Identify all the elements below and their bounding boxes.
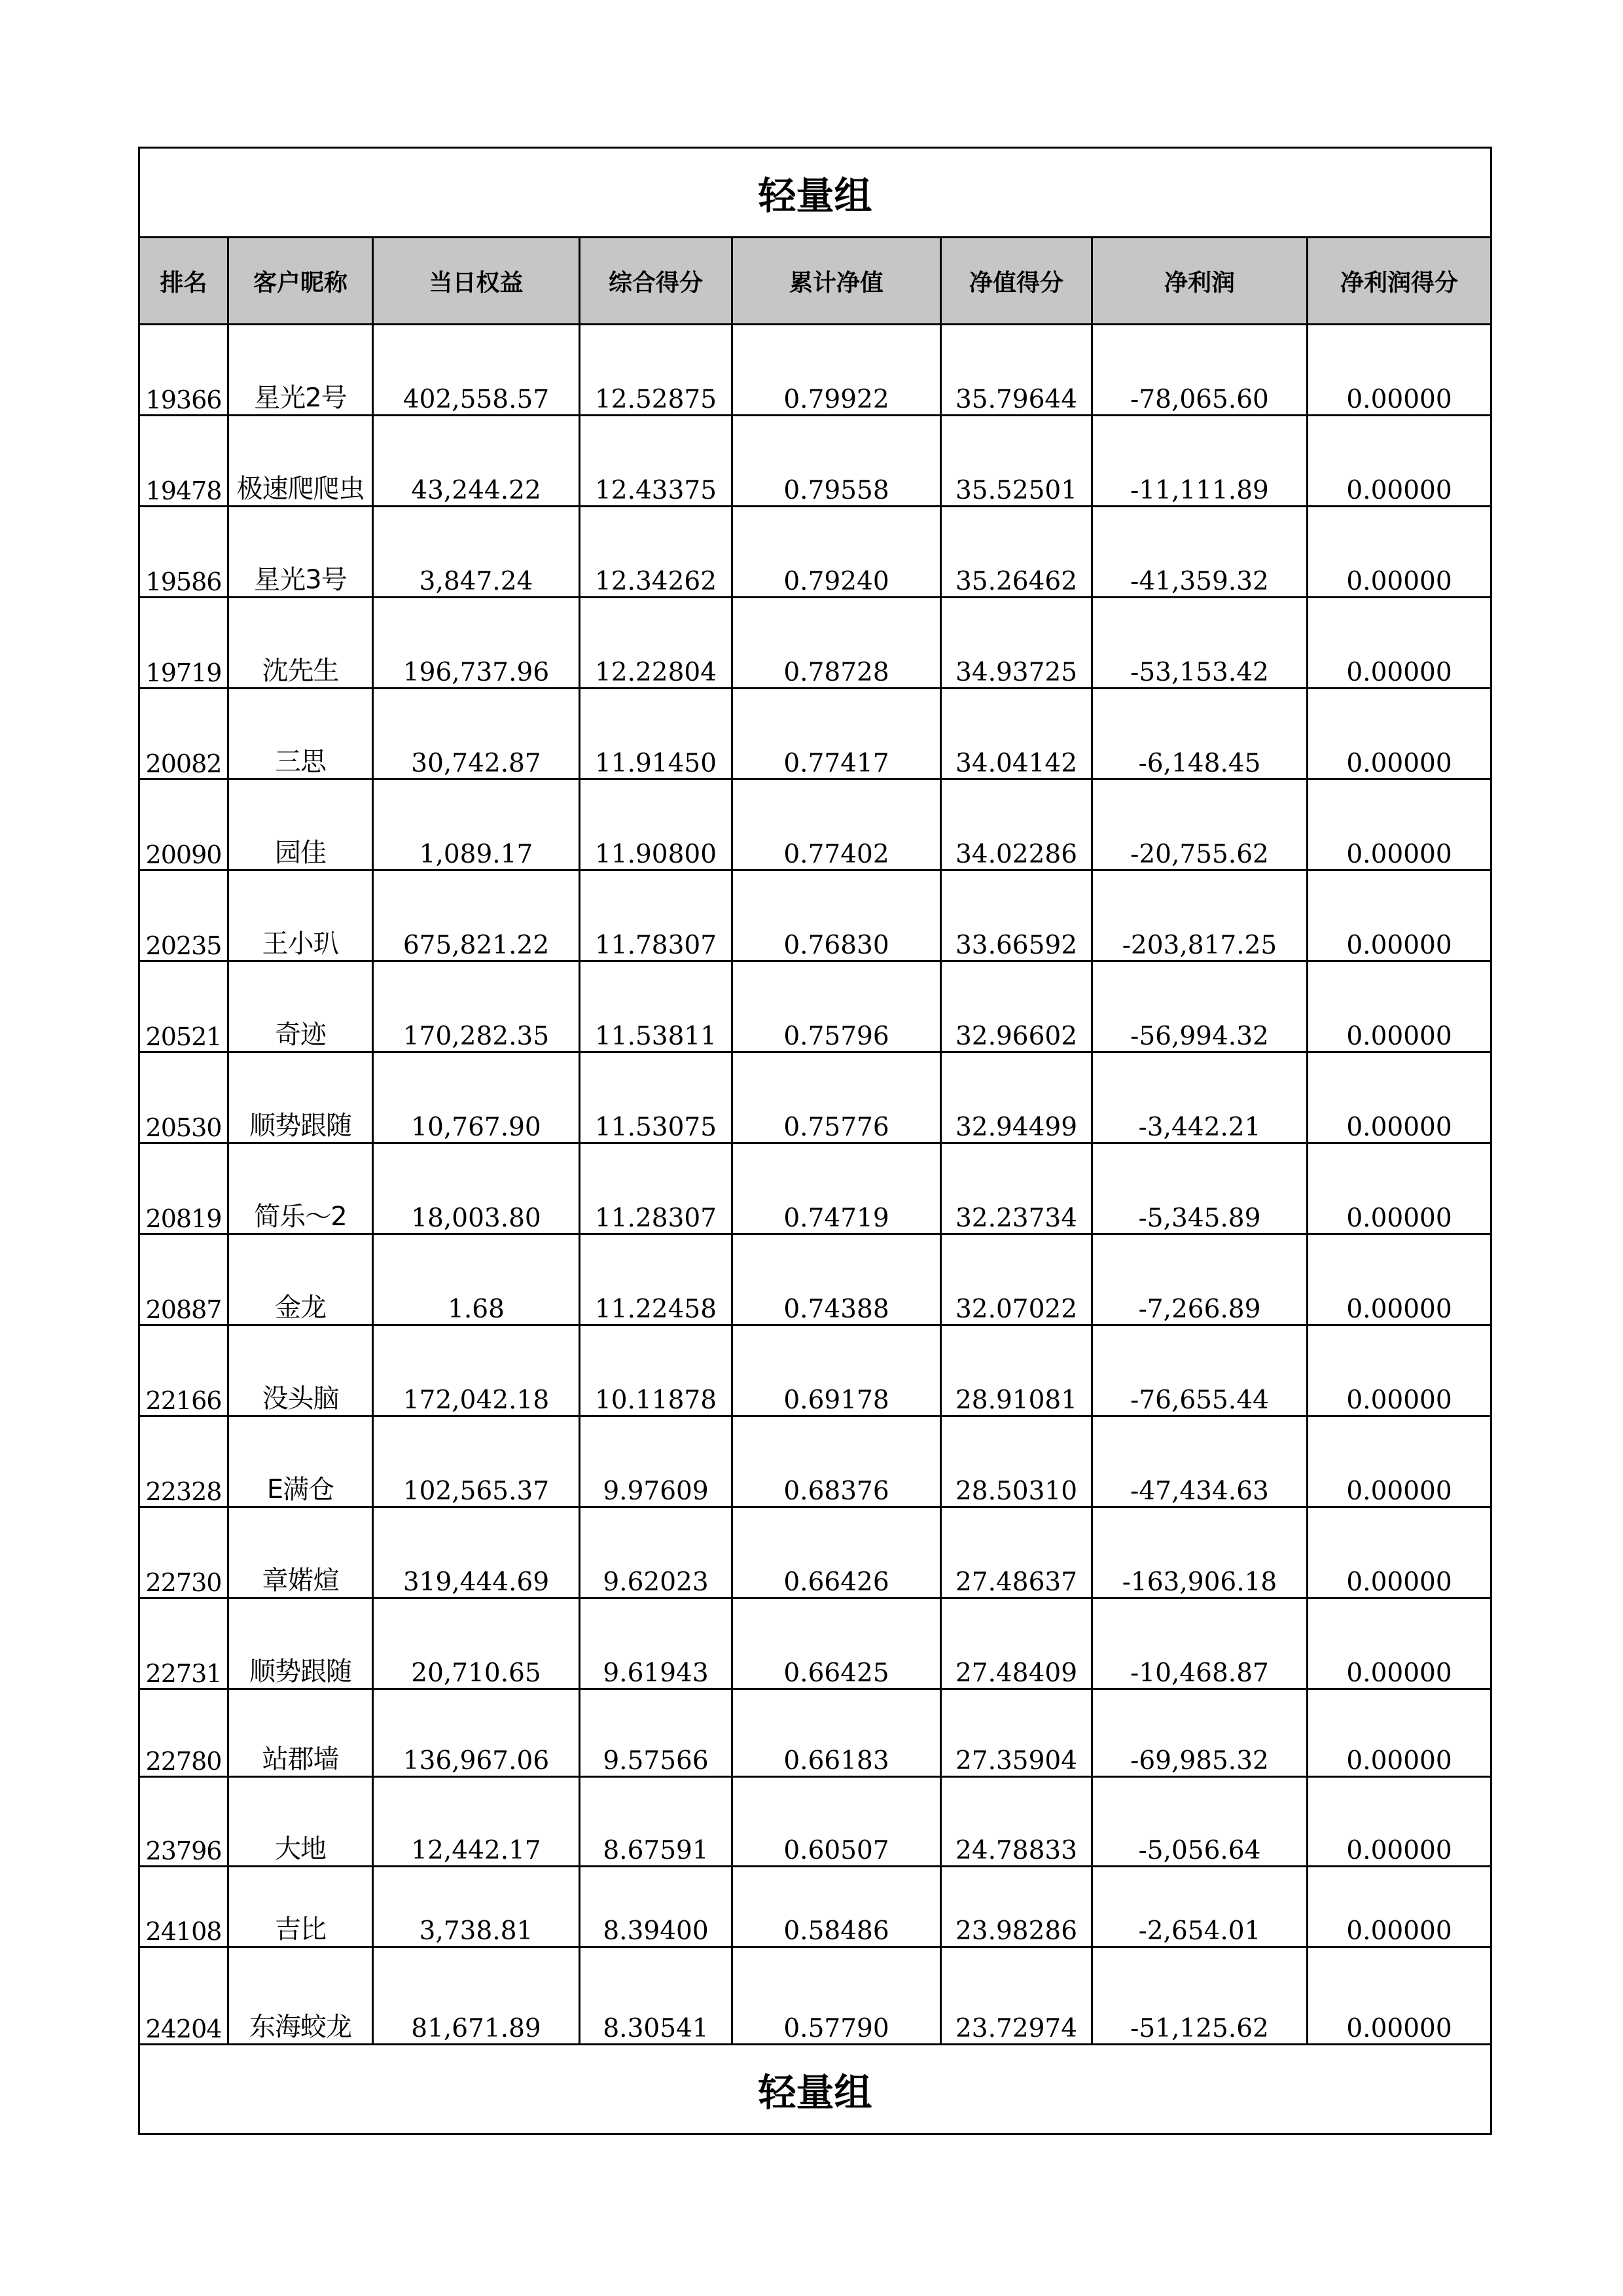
- net-profit-score-cell: 0.00000: [1308, 1052, 1491, 1143]
- rank-cell: 19366: [139, 325, 228, 416]
- table-row: [139, 1143, 1491, 1234]
- net-profit-score-cell: 0.00000: [1308, 1867, 1491, 1947]
- nav-score-cell: 24.78833: [941, 1777, 1092, 1867]
- rank-cell: 20530: [139, 1052, 228, 1143]
- net-profit-cell: -47,434.63: [1092, 1416, 1308, 1507]
- rank-cell: 22166: [139, 1325, 228, 1416]
- table-row: [139, 325, 1491, 416]
- net-profit-score-cell: 0.00000: [1308, 416, 1491, 507]
- header-total-score: 综合得分: [580, 238, 732, 325]
- total-score-cell: 12.22804: [580, 598, 732, 689]
- footer-group-title: 轻量组: [139, 2045, 1491, 2134]
- rank-cell: 19719: [139, 598, 228, 689]
- net-profit-cell: -53,153.42: [1092, 598, 1308, 689]
- rank-cell: 20090: [139, 780, 228, 870]
- net-profit-score-cell: 0.00000: [1308, 325, 1491, 416]
- equity-cell: 172,042.18: [373, 1325, 580, 1416]
- total-score-cell: 12.43375: [580, 416, 732, 507]
- rank-cell: 24108: [139, 1867, 228, 1947]
- nav-score-cell: 33.66592: [941, 870, 1092, 961]
- total-score-cell: 8.67591: [580, 1777, 732, 1867]
- total-score-cell: 11.22458: [580, 1234, 732, 1325]
- net-profit-cell: -11,111.89: [1092, 416, 1308, 507]
- equity-cell: 18,003.80: [373, 1143, 580, 1234]
- net-profit-score-cell: 0.00000: [1308, 1947, 1491, 2045]
- total-score-cell: 9.61943: [580, 1598, 732, 1689]
- net-profit-score-cell: 0.00000: [1308, 961, 1491, 1052]
- total-score-cell: 8.30541: [580, 1947, 732, 2045]
- table-row: [139, 1598, 1491, 1689]
- nickname-cell: 沈先生: [228, 598, 373, 689]
- cumulative-nav-cell: 0.77402: [732, 780, 941, 870]
- nav-score-cell: 27.48637: [941, 1507, 1092, 1598]
- net-profit-score-cell: 0.00000: [1308, 1689, 1491, 1777]
- net-profit-score-cell: 0.00000: [1308, 1325, 1491, 1416]
- cumulative-nav-cell: 0.76830: [732, 870, 941, 961]
- total-score-cell: 11.53811: [580, 961, 732, 1052]
- net-profit-score-cell: 0.00000: [1308, 598, 1491, 689]
- group-title: 轻量组: [139, 148, 1491, 238]
- equity-cell: 3,738.81: [373, 1867, 580, 1947]
- table-row: [139, 507, 1491, 598]
- header-equity: 当日权益: [373, 238, 580, 325]
- total-score-cell: 12.34262: [580, 507, 732, 598]
- equity-cell: 30,742.87: [373, 689, 580, 780]
- nickname-cell: 吉比: [228, 1867, 373, 1947]
- total-score-cell: 9.57566: [580, 1689, 732, 1777]
- nickname-cell: 极速爬爬虫: [228, 416, 373, 507]
- nav-score-cell: 34.04142: [941, 689, 1092, 780]
- cumulative-nav-cell: 0.75776: [732, 1052, 941, 1143]
- net-profit-cell: -5,056.64: [1092, 1777, 1308, 1867]
- nav-score-cell: 28.91081: [941, 1325, 1092, 1416]
- cumulative-nav-cell: 0.68376: [732, 1416, 941, 1507]
- equity-cell: 43,244.22: [373, 416, 580, 507]
- cumulative-nav-cell: 0.66426: [732, 1507, 941, 1598]
- nav-score-cell: 28.50310: [941, 1416, 1092, 1507]
- net-profit-score-cell: 0.00000: [1308, 1507, 1491, 1598]
- net-profit-score-cell: 0.00000: [1308, 780, 1491, 870]
- total-score-cell: 12.52875: [580, 325, 732, 416]
- net-profit-score-cell: 0.00000: [1308, 689, 1491, 780]
- table-row: [139, 780, 1491, 870]
- table-row: [139, 1689, 1491, 1777]
- cumulative-nav-cell: 0.66183: [732, 1689, 941, 1777]
- table-row: [139, 1947, 1491, 2045]
- nickname-cell: 站郡墙: [228, 1689, 373, 1777]
- equity-cell: 1.68: [373, 1234, 580, 1325]
- net-profit-cell: -51,125.62: [1092, 1947, 1308, 2045]
- table-row: [139, 961, 1491, 1052]
- net-profit-score-cell: 0.00000: [1308, 1598, 1491, 1689]
- total-score-cell: 9.62023: [580, 1507, 732, 1598]
- equity-cell: 81,671.89: [373, 1947, 580, 2045]
- net-profit-cell: -20,755.62: [1092, 780, 1308, 870]
- rank-cell: 20235: [139, 870, 228, 961]
- nickname-cell: E满仓: [228, 1416, 373, 1507]
- cumulative-nav-cell: 0.79558: [732, 416, 941, 507]
- rank-cell: 20887: [139, 1234, 228, 1325]
- total-score-cell: 10.11878: [580, 1325, 732, 1416]
- rank-cell: 22730: [139, 1507, 228, 1598]
- cumulative-nav-cell: 0.79240: [732, 507, 941, 598]
- table-row: [139, 416, 1491, 507]
- total-score-cell: 11.90800: [580, 780, 732, 870]
- nav-score-cell: 32.96602: [941, 961, 1092, 1052]
- total-score-cell: 9.97609: [580, 1416, 732, 1507]
- total-score-cell: 11.53075: [580, 1052, 732, 1143]
- equity-cell: 20,710.65: [373, 1598, 580, 1689]
- header-net-profit-score: 净利润得分: [1308, 238, 1491, 325]
- cumulative-nav-cell: 0.75796: [732, 961, 941, 1052]
- nickname-cell: 简乐～2: [228, 1143, 373, 1234]
- net-profit-cell: -203,817.25: [1092, 870, 1308, 961]
- cumulative-nav-cell: 0.57790: [732, 1947, 941, 2045]
- header-cumulative-nav: 累计净值: [732, 238, 941, 325]
- net-profit-score-cell: 0.00000: [1308, 1234, 1491, 1325]
- equity-cell: 102,565.37: [373, 1416, 580, 1507]
- table-row: [139, 1325, 1491, 1416]
- ranking-table: [138, 147, 1492, 2135]
- header-net-profit: 净利润: [1092, 238, 1308, 325]
- table-row: [139, 1234, 1491, 1325]
- nav-score-cell: 34.02286: [941, 780, 1092, 870]
- nav-score-cell: 32.23734: [941, 1143, 1092, 1234]
- rank-cell: 20819: [139, 1143, 228, 1234]
- header-nav-score: 净值得分: [941, 238, 1092, 325]
- total-score-cell: 11.91450: [580, 689, 732, 780]
- header-rank: 排名: [139, 238, 228, 325]
- net-profit-cell: -78,065.60: [1092, 325, 1308, 416]
- table-row: [139, 1507, 1491, 1598]
- nickname-cell: 顺势跟随: [228, 1598, 373, 1689]
- net-profit-score-cell: 0.00000: [1308, 1416, 1491, 1507]
- cumulative-nav-cell: 0.69178: [732, 1325, 941, 1416]
- rank-cell: 19478: [139, 416, 228, 507]
- cumulative-nav-cell: 0.74388: [732, 1234, 941, 1325]
- equity-cell: 675,821.22: [373, 870, 580, 961]
- table-row: [139, 1777, 1491, 1867]
- net-profit-cell: -163,906.18: [1092, 1507, 1308, 1598]
- rank-cell: 22328: [139, 1416, 228, 1507]
- equity-cell: 136,967.06: [373, 1689, 580, 1777]
- rank-cell: 19586: [139, 507, 228, 598]
- header-nickname: 客户昵称: [228, 238, 373, 325]
- nav-score-cell: 35.79644: [941, 325, 1092, 416]
- nickname-cell: 奇迹: [228, 961, 373, 1052]
- rank-cell: 20082: [139, 689, 228, 780]
- nav-score-cell: 23.98286: [941, 1867, 1092, 1947]
- nickname-cell: 金龙: [228, 1234, 373, 1325]
- cumulative-nav-cell: 0.58486: [732, 1867, 941, 1947]
- rank-cell: 23796: [139, 1777, 228, 1867]
- cumulative-nav-cell: 0.79922: [732, 325, 941, 416]
- net-profit-score-cell: 0.00000: [1308, 507, 1491, 598]
- nav-score-cell: 27.48409: [941, 1598, 1092, 1689]
- cumulative-nav-cell: 0.66425: [732, 1598, 941, 1689]
- net-profit-cell: -2,654.01: [1092, 1867, 1308, 1947]
- nickname-cell: 园佳: [228, 780, 373, 870]
- nav-score-cell: 27.35904: [941, 1689, 1092, 1777]
- net-profit-score-cell: 0.00000: [1308, 870, 1491, 961]
- nav-score-cell: 35.26462: [941, 507, 1092, 598]
- table-row: [139, 598, 1491, 689]
- nickname-cell: 大地: [228, 1777, 373, 1867]
- cumulative-nav-cell: 0.78728: [732, 598, 941, 689]
- cumulative-nav-cell: 0.74719: [732, 1143, 941, 1234]
- net-profit-score-cell: 0.00000: [1308, 1777, 1491, 1867]
- net-profit-cell: -3,442.21: [1092, 1052, 1308, 1143]
- table-row: [139, 689, 1491, 780]
- net-profit-cell: -69,985.32: [1092, 1689, 1308, 1777]
- nickname-cell: 王小玐: [228, 870, 373, 961]
- cumulative-nav-cell: 0.77417: [732, 689, 941, 780]
- nickname-cell: 星光3号: [228, 507, 373, 598]
- nav-score-cell: 32.94499: [941, 1052, 1092, 1143]
- nav-score-cell: 35.52501: [941, 416, 1092, 507]
- total-score-cell: 8.39400: [580, 1867, 732, 1947]
- equity-cell: 12,442.17: [373, 1777, 580, 1867]
- nickname-cell: 三思: [228, 689, 373, 780]
- equity-cell: 196,737.96: [373, 598, 580, 689]
- total-score-cell: 11.78307: [580, 870, 732, 961]
- equity-cell: 10,767.90: [373, 1052, 580, 1143]
- net-profit-cell: -56,994.32: [1092, 961, 1308, 1052]
- rank-cell: 22731: [139, 1598, 228, 1689]
- nav-score-cell: 34.93725: [941, 598, 1092, 689]
- nickname-cell: 没头脑: [228, 1325, 373, 1416]
- equity-cell: 402,558.57: [373, 325, 580, 416]
- net-profit-score-cell: 0.00000: [1308, 1143, 1491, 1234]
- table-row: [139, 1052, 1491, 1143]
- net-profit-cell: -7,266.89: [1092, 1234, 1308, 1325]
- equity-cell: 170,282.35: [373, 961, 580, 1052]
- nickname-cell: 星光2号: [228, 325, 373, 416]
- nickname-cell: 顺势跟随: [228, 1052, 373, 1143]
- nickname-cell: 章婼煊: [228, 1507, 373, 1598]
- header-row: [139, 238, 1491, 325]
- net-profit-cell: -41,359.32: [1092, 507, 1308, 598]
- rank-cell: 22780: [139, 1689, 228, 1777]
- rank-cell: 20521: [139, 961, 228, 1052]
- equity-cell: 319,444.69: [373, 1507, 580, 1598]
- table-row: [139, 870, 1491, 961]
- net-profit-cell: -5,345.89: [1092, 1143, 1308, 1234]
- net-profit-cell: -10,468.87: [1092, 1598, 1308, 1689]
- nav-score-cell: 32.07022: [941, 1234, 1092, 1325]
- net-profit-cell: -6,148.45: [1092, 689, 1308, 780]
- equity-cell: 1,089.17: [373, 780, 580, 870]
- equity-cell: 3,847.24: [373, 507, 580, 598]
- cumulative-nav-cell: 0.60507: [732, 1777, 941, 1867]
- nav-score-cell: 23.72974: [941, 1947, 1092, 2045]
- table-row: [139, 1416, 1491, 1507]
- net-profit-cell: -76,655.44: [1092, 1325, 1308, 1416]
- nickname-cell: 东海蛟龙: [228, 1947, 373, 2045]
- rank-cell: 24204: [139, 1947, 228, 2045]
- table-row: [139, 1867, 1491, 1947]
- total-score-cell: 11.28307: [580, 1143, 732, 1234]
